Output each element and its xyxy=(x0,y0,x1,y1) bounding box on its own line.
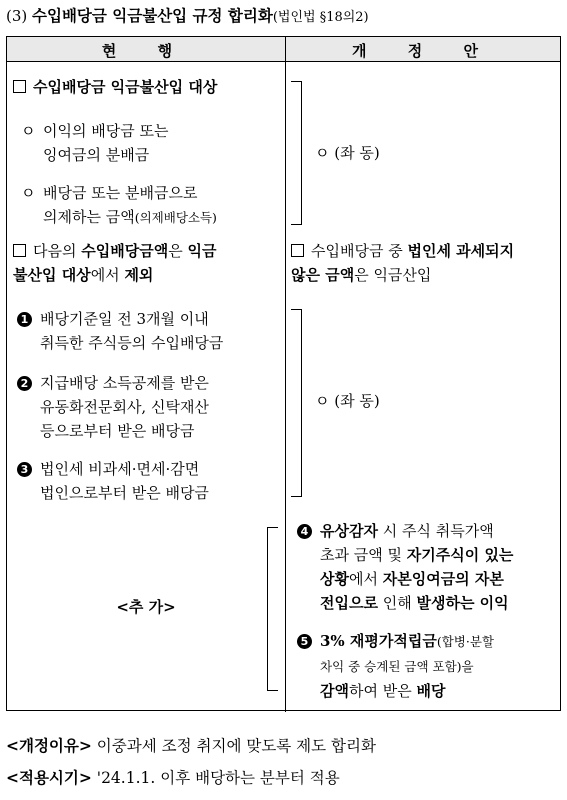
revision-reason-text: 이중과세 조정 취지에 맞도록 제도 합리화 xyxy=(91,737,376,755)
addition-label: <추 가> xyxy=(116,598,176,616)
current-exclusion-3: 3 법인세 비과세·면세·감면 법인으로부터 받은 배당금 xyxy=(17,457,209,505)
revised-same-1: ㅇ (좌 동) xyxy=(315,144,380,162)
column-divider xyxy=(285,37,286,712)
checkbox-square-icon xyxy=(291,244,304,257)
current-item1-sub1: ㅇ 이익의 배당금 또는 잉여금의 분배금 xyxy=(21,119,168,167)
current-item1-title: 수입배당금 익금불산입 대상 xyxy=(13,75,217,99)
header-revised: 개 정 안 xyxy=(352,42,496,60)
number-1-icon: 1 xyxy=(17,312,32,327)
effective-date-label: <적용시기> xyxy=(6,768,92,787)
revised-addition-4: 4 유상감자 시 주식 취득가액 초과 금액 및 자기주식이 있는 상황에서 자본잉여금의 자본 전입으로 인해 발생하는 이익 xyxy=(297,519,513,615)
current-exclusion-1: 1 배당기준일 전 3개월 이내 취득한 주식등의 수입배당금 xyxy=(17,307,223,355)
section-number: (3) xyxy=(6,7,33,25)
current-item1-sub2: ㅇ 배당금 또는 분배금으로 의제하는 금액(의제배당소득) xyxy=(21,181,217,230)
revision-reason xyxy=(6,734,376,756)
section-title xyxy=(6,4,369,26)
right-bracket-icon xyxy=(291,81,302,225)
section-heading: 수입배당금 익금불산입 규정 합리화 xyxy=(32,6,273,25)
checkbox-square-icon xyxy=(13,80,26,93)
right-bracket-icon xyxy=(291,309,302,497)
bullet-circle-icon: ㅇ xyxy=(21,122,36,140)
law-reference: (법인법 §18의2) xyxy=(272,10,369,25)
effective-date-text: '24.1.1. 이후 배당하는 분부터 적용 xyxy=(91,769,340,787)
header-current: 현 행 xyxy=(101,42,191,60)
revised-same-2: ㅇ (좌 동) xyxy=(315,392,380,410)
number-5-icon: 5 xyxy=(297,634,312,649)
checkbox-square-icon xyxy=(13,244,26,257)
revision-reason-label: <개정이유> xyxy=(6,736,92,755)
current-exclusion-2: 2 지급배당 소득공제를 받은 유동화전문회사, 신탁재산 등으로부터 받은 배당금 xyxy=(17,371,209,443)
revised-addition-5: 5 3% 재평가적립금(합병·분할 차익 중 승계된 금액 포함)을 감액하여 받은 배당 xyxy=(297,629,494,703)
number-3-icon: 3 xyxy=(17,462,32,477)
effective-date xyxy=(6,766,340,788)
revised-item2: 수입배당금 중 법인세 과세되지 않은 금액은 익금산입 xyxy=(291,242,515,284)
number-4-icon: 4 xyxy=(297,524,312,539)
left-bracket-icon xyxy=(267,527,278,691)
number-2-icon: 2 xyxy=(17,376,32,391)
bullet-circle-icon: ㅇ xyxy=(21,184,36,202)
comparison-table xyxy=(6,36,561,711)
current-item2: 다음의 수입배당금액은 익금 불산입 대상에서 제외 xyxy=(13,242,217,284)
